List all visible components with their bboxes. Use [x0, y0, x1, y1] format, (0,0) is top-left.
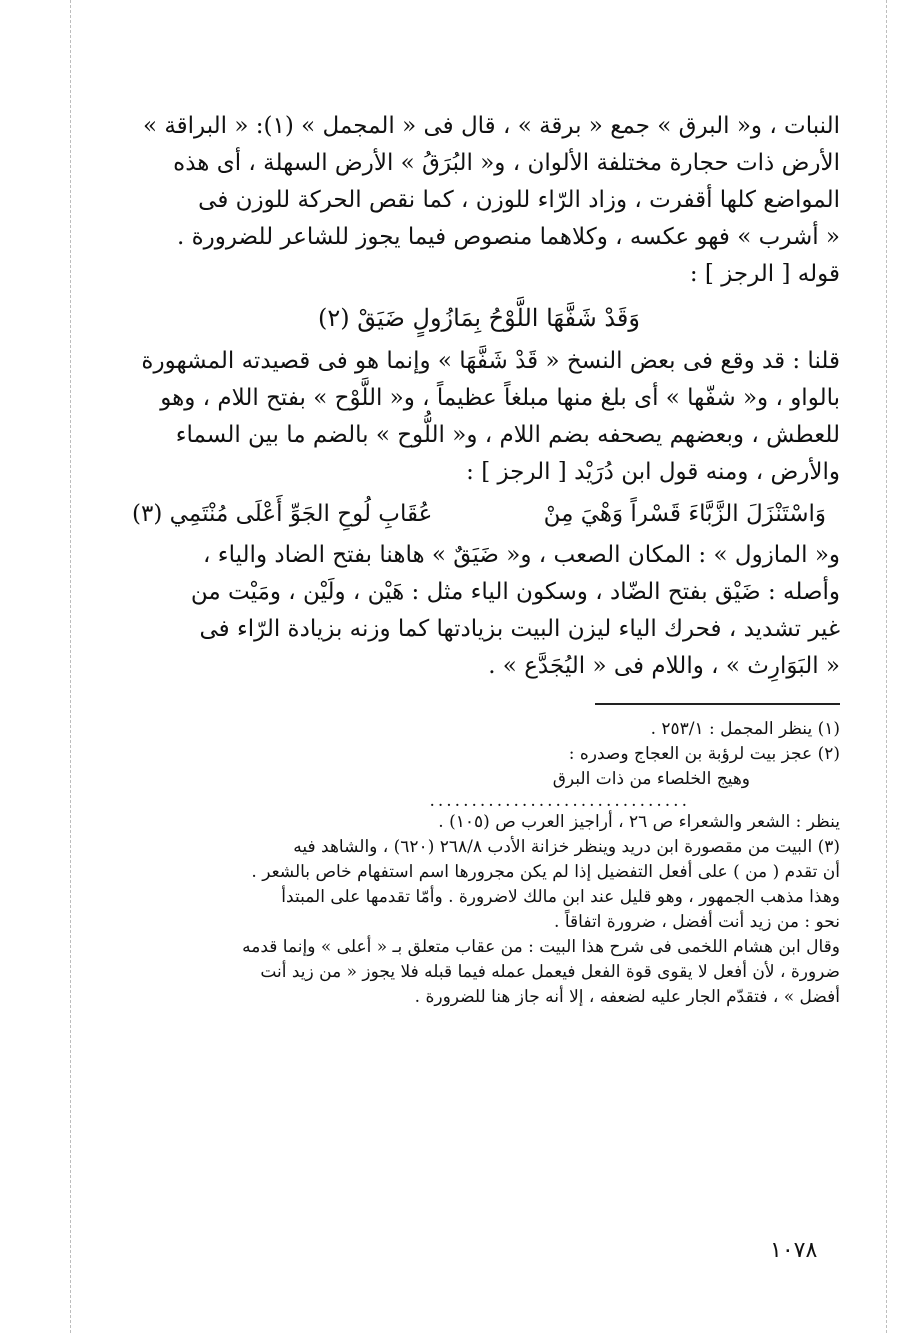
- verse-second-hemistich: عُقَابِ لُوحِ الجَوِّ أَعْلَى مُنْتَمِي (٣): [132, 501, 433, 527]
- text-line: للعطش ، وبعضهم يصحفه بضم اللام ، و« اللُّوح » بالضم ما بين السماء: [175, 422, 840, 448]
- verse-line: وَقَدْ شَفَّهَا اللَّوْحُ بِمَازُولٍ ضَيَقْ (٢): [318, 304, 640, 332]
- footnotes: [118, 717, 840, 1010]
- footnote-1: (١) ينظر المجمل : ٢٥٣/١ .: [650, 719, 840, 739]
- footnote-3-line: وهذا مذهب الجمهور ، وهو قليل عند ابن مالك لاضرورة . وأمّا تقدمها على المبتدأ: [281, 887, 840, 907]
- scan-guide-line: [886, 0, 887, 1333]
- footnote-3: (٣) البيت من مقصورة ابن دريد وينظر خزانة الأدب ٢٦٨/٨ (٦٢٠) ، والشاهد فيه: [293, 837, 840, 857]
- text-line: المواضع كلها أقفرت ، وزاد الرّاء للوزن ، كما نقص الحركة للوزن فى: [198, 187, 840, 213]
- page-number: ١٠٧٨: [770, 1238, 818, 1263]
- main-text: [118, 108, 840, 685]
- footnote-3-line: أن تقدم ( من ) على أفعل التفضيل إذا لم يكن مجرورها اسم استفهام خاص بالشعر .: [251, 862, 840, 882]
- text-line: وأصله : ضَيْق بفتح الضّاد ، وسكون الياء مثل : هَيْن ، ولَيْن ، ومَيْت من: [190, 579, 840, 605]
- footnote-3-line: ضرورة ، لأن أفعل لا يقوى قوة الفعل فيعمل عمله فيما قبله فلا يجوز « من زيد أنت: [260, 962, 840, 982]
- verse-first-hemistich: وَاسْتَنْزَلَ الزَّبَّاءَ قَسْراً وَهْيَ مِنْ: [543, 501, 826, 527]
- text-line: النبات ، و« البرق » جمع « برقة » ، قال فى « المجمل » (١): « البراقة »: [142, 113, 840, 139]
- text-line: « أشرب » فهو عكسه ، وكلاهما منصوص فيما يجوز للشاعر للضرورة .: [176, 224, 840, 250]
- text-line: الأرض ذات حجارة مختلفة الألوان ، و« البُرَقُ » الأرض السهلة ، أى هذه: [173, 150, 840, 176]
- text-line: و« المازول » : المكان الصعب ، و« ضَيَقٌ » هاهنا بفتح الضاد والياء ،: [203, 542, 840, 568]
- text-line: والأرض ، ومنه قول ابن دُرَيْد [ الرجز ] :: [466, 459, 840, 485]
- footnote-2-poem: وهيج الخلصاء من ذات البرق: [552, 769, 750, 789]
- footnote-3-line: وقال ابن هشام اللخمى فى شرح هذا البيت : من عقاب متعلق بـ « أعلى » وإنما قدمه: [242, 937, 840, 957]
- text-line: بالواو ، و« شفّها » أى بلغ منها مبلغاً عظيماً ، و« اللَّوْح » بفتح اللام ، وهو: [160, 385, 840, 411]
- footnote-2-dots: ...............................: [429, 791, 690, 811]
- footnote-2: (٢) عجز بيت لرؤبة بن العجاج وصدره :: [568, 744, 840, 764]
- text-line: قلنا : قد وقع فى بعض النسخ « قَدْ شَفَّهَا » وإنما هو فى قصيدته المشهورة: [141, 348, 840, 374]
- scan-guide-line: [70, 0, 71, 1333]
- text-line: قوله [ الرجز ] :: [689, 261, 840, 287]
- document-page: [118, 108, 840, 1010]
- footnote-2-ref: ينظر : الشعر والشعراء ص ٢٦ ، أراجيز العرب ص (١٠٥) .: [438, 812, 840, 832]
- footnote-separator: [595, 703, 840, 705]
- text-line: « البَوَارِث » ، واللام فى « اليُجَدَّع » .: [488, 653, 840, 679]
- verse-couplet: [118, 493, 840, 535]
- footnote-3-line: نحو : من زيد أنت أفضل ، ضرورة اتفاقاً .: [554, 912, 840, 932]
- text-line: غير تشديد ، فحرك الياء ليزن البيت بزيادتها كما وزنه بزيادة الرّاء فى: [199, 616, 840, 642]
- footnote-3-line: أفضل » ، فتقدّم الجار عليه لضعفه ، إلا أنه جاز هنا للضرورة .: [414, 987, 840, 1007]
